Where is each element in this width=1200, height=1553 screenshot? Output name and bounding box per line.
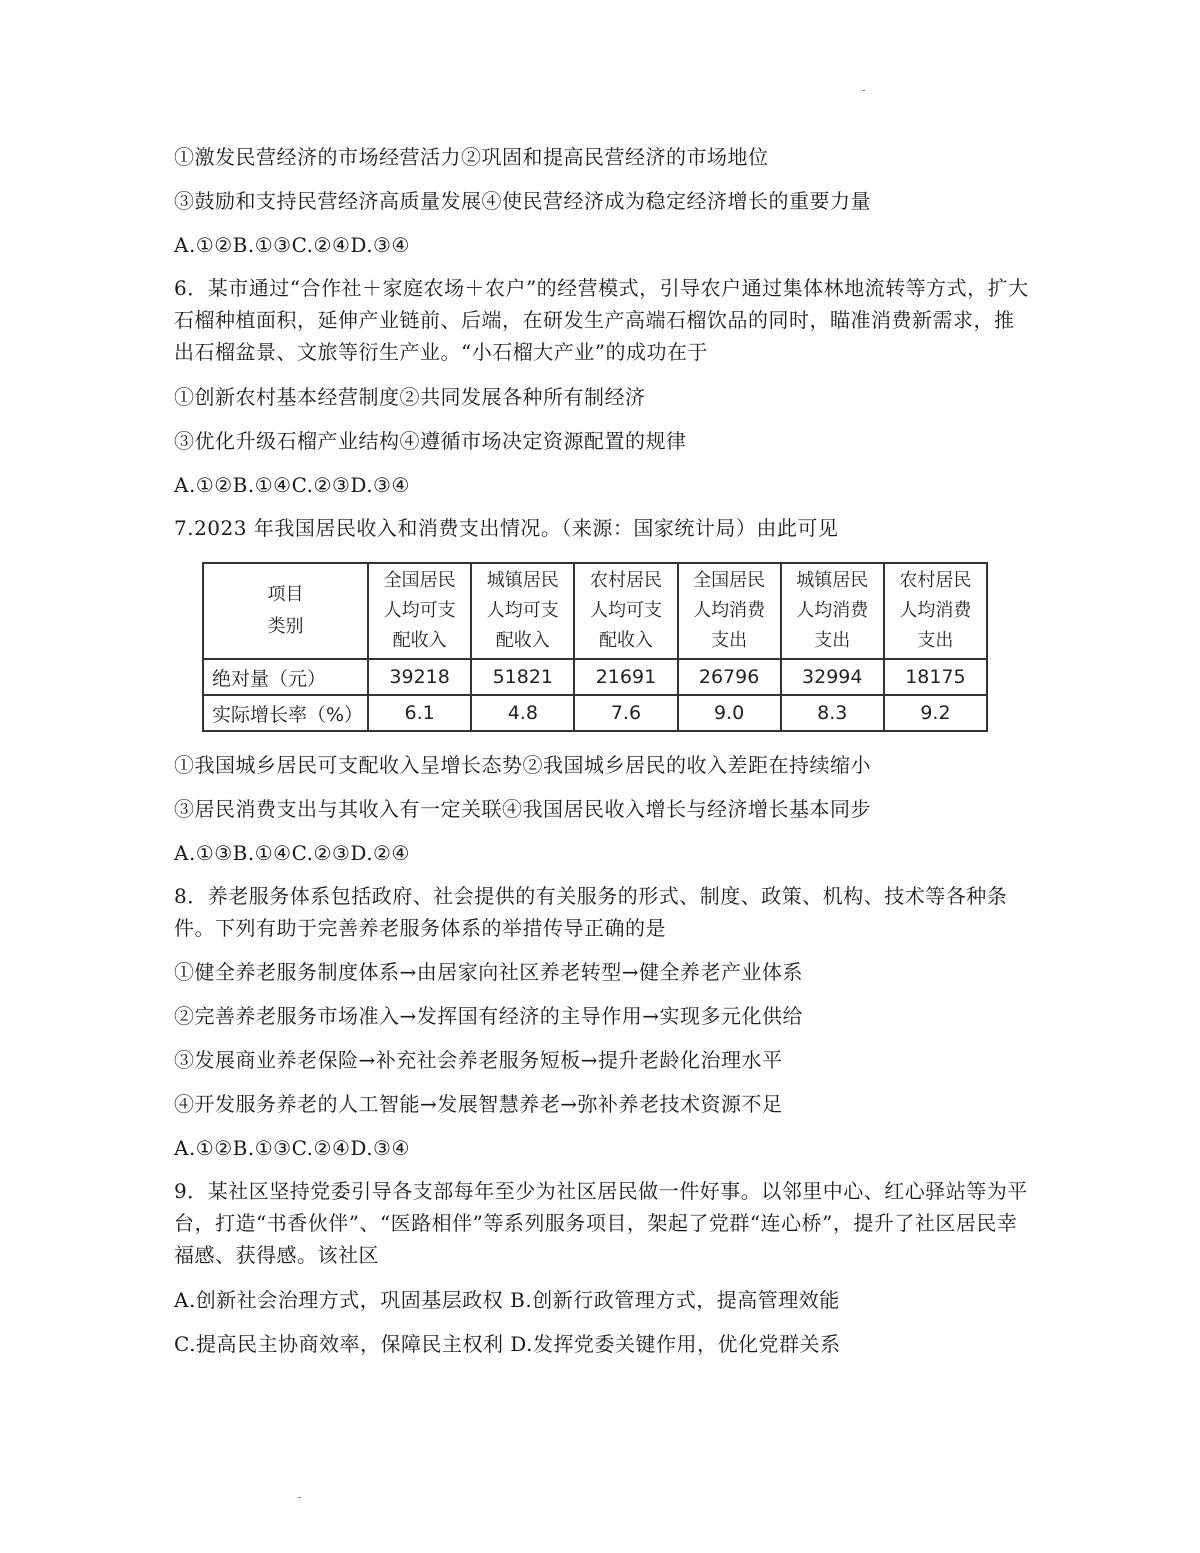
column-header: 农村居民 人均可支 配收入 [574, 563, 677, 659]
q7-options-line2: ③居民消费支出与其收入有一定关联④我国居民收入增长与经济增长基本同步 [174, 797, 871, 821]
data-table [202, 562, 988, 732]
corner-bottom-label: 类别 [267, 616, 304, 637]
column-header: 城镇居民 人均消费 支出 [781, 563, 884, 659]
table-cell: 8.3 [781, 695, 884, 731]
q8-option-1: ①健全养老服务制度体系→由居家向社区养老转型→健全养老产业体系 [174, 960, 804, 984]
q5-options-line2: ③鼓励和支持民营经济高质量发展④使民营经济成为稳定经济增长的重要力量 [174, 189, 871, 213]
table-cell: 9.0 [678, 695, 781, 731]
q8-option-4: ④开发服务养老的人工智能→发展智慧养老→弥补养老技术资源不足 [174, 1092, 783, 1116]
scan-speck [862, 90, 865, 91]
q5-choices: A.①②B.①③C.②④D.③④ [174, 233, 410, 257]
q9-options-ab: A.创新社会治理方式，巩固基层政权 B.创新行政管理方式，提高管理效能 [174, 1288, 840, 1312]
q6-options-line2: ③优化升级石榴产业结构④遵循市场决定资源配置的规律 [174, 429, 687, 453]
row-label: 绝对量（元） [203, 659, 368, 695]
q8-choices: A.①②B.①③C.②④D.③④ [174, 1136, 410, 1160]
table-cell: 9.2 [884, 695, 987, 731]
q7-stem: 7.2023 年我国居民收入和消费支出情况。（来源：国家统计局）由此可见 [174, 516, 839, 540]
corner-top-label: 项目 [267, 584, 304, 605]
q8-option-2: ②完善养老服务市场准入→发挥国有经济的主导作用→实现多元化供给 [174, 1004, 804, 1028]
table-cell: 18175 [884, 659, 987, 695]
table-cell: 32994 [781, 659, 884, 695]
q8-option-3: ③发展商业养老保险→补充社会养老服务短板→提升老龄化治理水平 [174, 1048, 783, 1072]
table-cell: 4.8 [471, 695, 574, 731]
q6-options-line1: ①创新农村基本经营制度②共同发展各种所有制经济 [174, 385, 646, 409]
q7-options-line1: ①我国城乡居民可支配收入呈增长态势②我国城乡居民的收入差距在持续缩小 [174, 753, 871, 777]
table-cell: 6.1 [368, 695, 471, 731]
q9-stem: 9．某社区坚持党委引导各支部每年至少为社区居民做一件好事。以邻里中心、红心驿站等为平台，打造“书香伙伴”、“医路相伴”等系列服务项目，架起了党群“连心桥”，提升了社区居民幸福感、获得感。该社区 [174, 1179, 1028, 1267]
table-cell: 7.6 [574, 695, 677, 731]
table-cell: 26796 [678, 659, 781, 695]
q9-options-cd: C.提高民主协商效率，保障民主权利 D.发挥党委关键作用，优化党群关系 [174, 1332, 841, 1356]
column-header: 城镇居民 人均可支 配收入 [471, 563, 574, 659]
q8-stem: 8．养老服务体系包括政府、社会提供的有关服务的形式、制度、政策、机构、技术等各种条件。下列有助于完善养老服务体系的举措传导正确的是 [174, 884, 1008, 940]
table-header-row [203, 563, 987, 659]
table-row [203, 695, 987, 731]
scan-speck [298, 1497, 301, 1498]
q7-choices: A.①③B.①④C.②③D.②④ [174, 841, 410, 865]
q6-stem: 6．某市通过“合作社＋家庭农场＋农户”的经营模式，引导农户通过集体林地流转等方式，扩大石榴种植面积，延伸产业链前、后端，在研发生产高端石榴饮品的同时，瞄准消费新需求，推出石榴盆景、文旅等衍生产业。“小石榴大产业”的成功在于 [174, 276, 1029, 364]
table-row [203, 659, 987, 695]
column-header: 农村居民 人均消费 支出 [884, 563, 987, 659]
table-cell: 51821 [471, 659, 574, 695]
table-corner-cell [203, 563, 368, 659]
q6-choices: A.①②B.①④C.②③D.③④ [174, 473, 410, 497]
income-consumption-table [202, 562, 988, 732]
table-cell: 21691 [574, 659, 677, 695]
q5-options-line1: ①激发民营经济的市场经营活力②巩固和提高民营经济的市场地位 [174, 145, 769, 169]
table-cell: 39218 [368, 659, 471, 695]
row-label: 实际增长率（%） [203, 695, 368, 731]
column-header: 全国居民 人均可支 配收入 [368, 563, 471, 659]
column-header: 全国居民 人均消费 支出 [678, 563, 781, 659]
